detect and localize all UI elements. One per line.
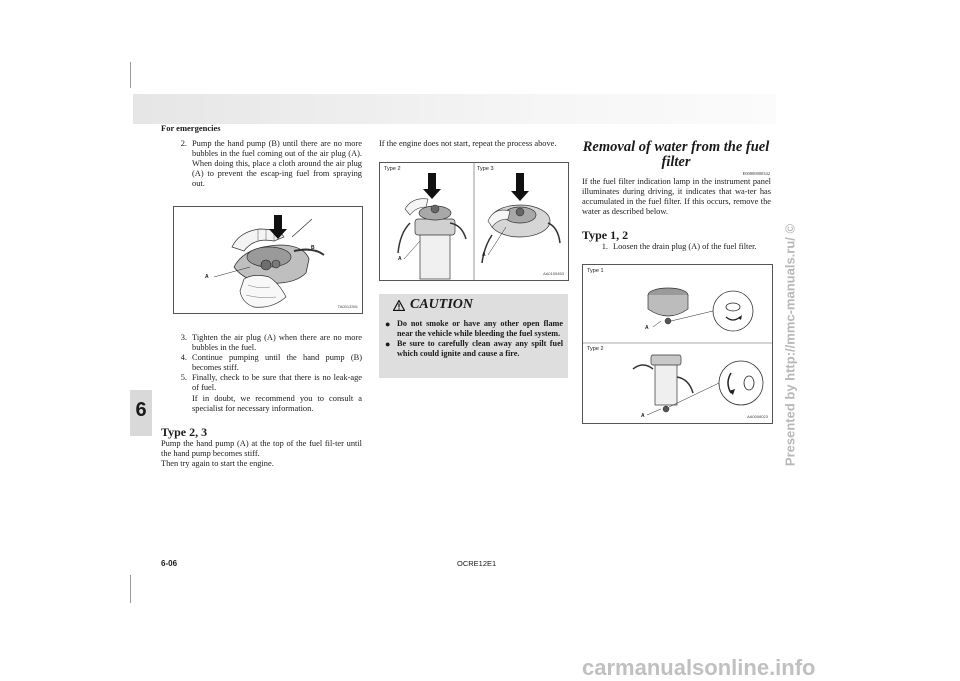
crop-mark <box>130 575 131 603</box>
figure-code: AA0105453 <box>543 271 564 276</box>
step-text: Loosen the drain plug (A) of the fuel filter. <box>613 242 757 251</box>
figure-label-type-2: Type 2 <box>384 166 401 172</box>
chapter-number: 6 <box>135 399 147 421</box>
callout-a-bottom: A <box>641 413 645 419</box>
callout-a: A <box>205 274 209 280</box>
intro-paragraph: If the fuel filter indication lamp in the instrument panel illuminates during driving, it indicates that wa-ter has accumulated in the fuel filter. If this occurs, remove the water as described below. <box>582 177 771 217</box>
caution-item <box>385 319 563 339</box>
figure-air-plug <box>173 206 363 314</box>
step-5-note <box>173 394 362 414</box>
figure-label-type-3: Type 3 <box>477 166 494 172</box>
step-number: 5. <box>180 373 187 383</box>
step-number: 4. <box>180 353 187 363</box>
step-text: Pump the hand pump (B) until there are no more bubbles in the fuel coming out of the air plug (A). When doing this, place a cloth around the air plug (A) to prevent the escap-ing fuel from spraying out. <box>192 139 362 189</box>
page-number: 6-06 <box>161 559 178 568</box>
crop-mark <box>130 62 131 88</box>
caution-text: Do not smoke or have any other open flame near the vehicle while bleeding the fuel system. <box>397 319 563 338</box>
callout-a-left: A <box>398 256 402 262</box>
figure-code: TA0013391 <box>337 304 358 309</box>
paragraph: Then try again to start the engine. <box>161 459 274 469</box>
callout-a-top: A <box>645 325 649 331</box>
caution-box <box>379 294 568 378</box>
fuel-filter-hand-pump-illustration <box>174 207 362 313</box>
section-code: E00800800342 <box>742 171 770 176</box>
repeat-instruction: If the engine does not start, repeat the process above. <box>379 139 557 148</box>
figure-label-type-2: Type 2 <box>587 346 604 352</box>
caution-text: Be sure to carefully clean away any spilt fuel which could ignite and cause a fire. <box>397 339 563 358</box>
subheading-type-2-3: Type 2, 3 <box>161 425 208 439</box>
drain-plug-illustration <box>583 265 772 423</box>
step-2 <box>173 139 362 189</box>
step-number: 3. <box>180 333 187 342</box>
bullet-icon: ● <box>385 319 391 329</box>
note-text: If in doubt, we recommend you to consult a specialist for necessary information. <box>192 393 362 413</box>
step-4 <box>173 353 362 373</box>
step-5 <box>173 373 362 393</box>
callout-a-right: A <box>482 252 486 258</box>
paragraph: Pump the hand pump (A) at the top of the fuel fil-ter until the hand pump becomes stiff. <box>161 439 362 459</box>
document-code: OCRE12E1 <box>457 559 497 568</box>
header-band-fade <box>546 94 776 124</box>
caution-title: CAUTION <box>410 297 474 312</box>
step-number: 1. <box>601 242 608 251</box>
step-1 <box>594 242 772 252</box>
figure-label-type-1: Type 1 <box>587 268 604 274</box>
step-number: 2. <box>180 139 187 148</box>
step-3 <box>173 333 362 353</box>
type-2-3-paragraph <box>161 439 362 469</box>
subheading-type-1-2: Type 1, 2 <box>582 228 629 242</box>
bullet-icon: ● <box>385 339 391 349</box>
section-title: For emergencies <box>161 123 221 133</box>
bottom-watermark: carmanualsonline.info <box>582 655 816 680</box>
side-watermark-text: Presented by http://mmc-manuals.ru/ © <box>782 223 798 467</box>
steps-list <box>173 333 362 414</box>
caution-list <box>385 319 563 359</box>
figure-code: AA0008023 <box>747 414 768 419</box>
figure-drain-plug <box>582 264 773 424</box>
step-text: Finally, check to be sure that there is no leak-age of fuel. <box>192 373 362 393</box>
step-text: Tighten the air plug (A) when there are no more bubbles in the fuel. <box>192 333 362 353</box>
step-text: Continue pumping until the hand pump (B) becomes stiff. <box>192 353 362 373</box>
warning-triangle-icon <box>393 300 405 311</box>
figure-hand-pump-types <box>379 162 569 281</box>
callout-b: B <box>311 245 315 251</box>
header-band <box>133 94 546 124</box>
hand-pump-illustration <box>380 163 568 280</box>
section-heading: Removal of water from the fuel filter <box>582 139 770 170</box>
caution-item <box>385 339 563 359</box>
